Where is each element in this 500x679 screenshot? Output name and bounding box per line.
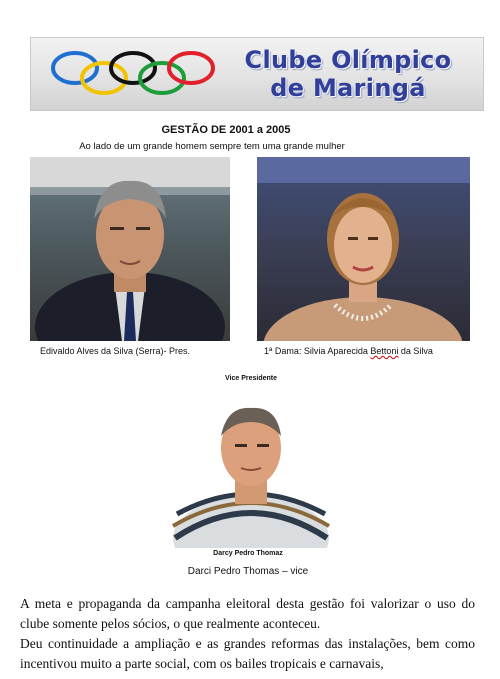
- club-name-line2: de Maringá: [270, 74, 426, 102]
- vice-president-card-name: Darcy Pedro Thomaz: [213, 550, 283, 557]
- club-name: [217, 46, 479, 102]
- vice-president-card: [153, 370, 349, 560]
- club-name-line1: Clube Olímpico: [244, 46, 452, 74]
- body-paragraph-2: Deu continuidade a ampliação e as grandes reformas das instalações, bem como incentivou muito a parte social, com os bailes tropicais e carnavais,: [20, 636, 475, 671]
- vice-president-portrait-graphic: [171, 388, 331, 548]
- page-heading: GESTÃO DE 2001 a 2005: [161, 124, 291, 136]
- first-lady-caption-suffix: da Silva: [398, 346, 433, 356]
- body-paragraph-1: A meta e propaganda da campanha eleitoral desta gestão foi valorizar o uso do clube somente pelos sócios, o que realmente aconteceu.: [20, 596, 475, 631]
- vice-president-title: Vice Presidente: [224, 375, 277, 382]
- president-portrait-graphic: [30, 157, 230, 341]
- club-banner: [30, 37, 484, 111]
- first-lady-photo: [257, 157, 470, 341]
- vice-president-caption: Darci Pedro Thomas – vice: [187, 566, 309, 577]
- president-caption: Edivaldo Alves da Silva (Serra)- Pres.: [40, 346, 191, 356]
- first-lady-caption-surname: Bettoni: [370, 346, 399, 356]
- first-lady-caption-prefix: 1ª Dama: Silvia Aparecida: [264, 346, 371, 356]
- olympic-rings-logo: [47, 48, 217, 100]
- body-text: [20, 594, 475, 674]
- first-lady-caption: [264, 346, 433, 356]
- page-subheading: Ao lado de um grande homem sempre tem uma grande mulher: [79, 141, 345, 152]
- president-photo: [30, 157, 230, 341]
- first-lady-portrait-graphic: [257, 157, 470, 341]
